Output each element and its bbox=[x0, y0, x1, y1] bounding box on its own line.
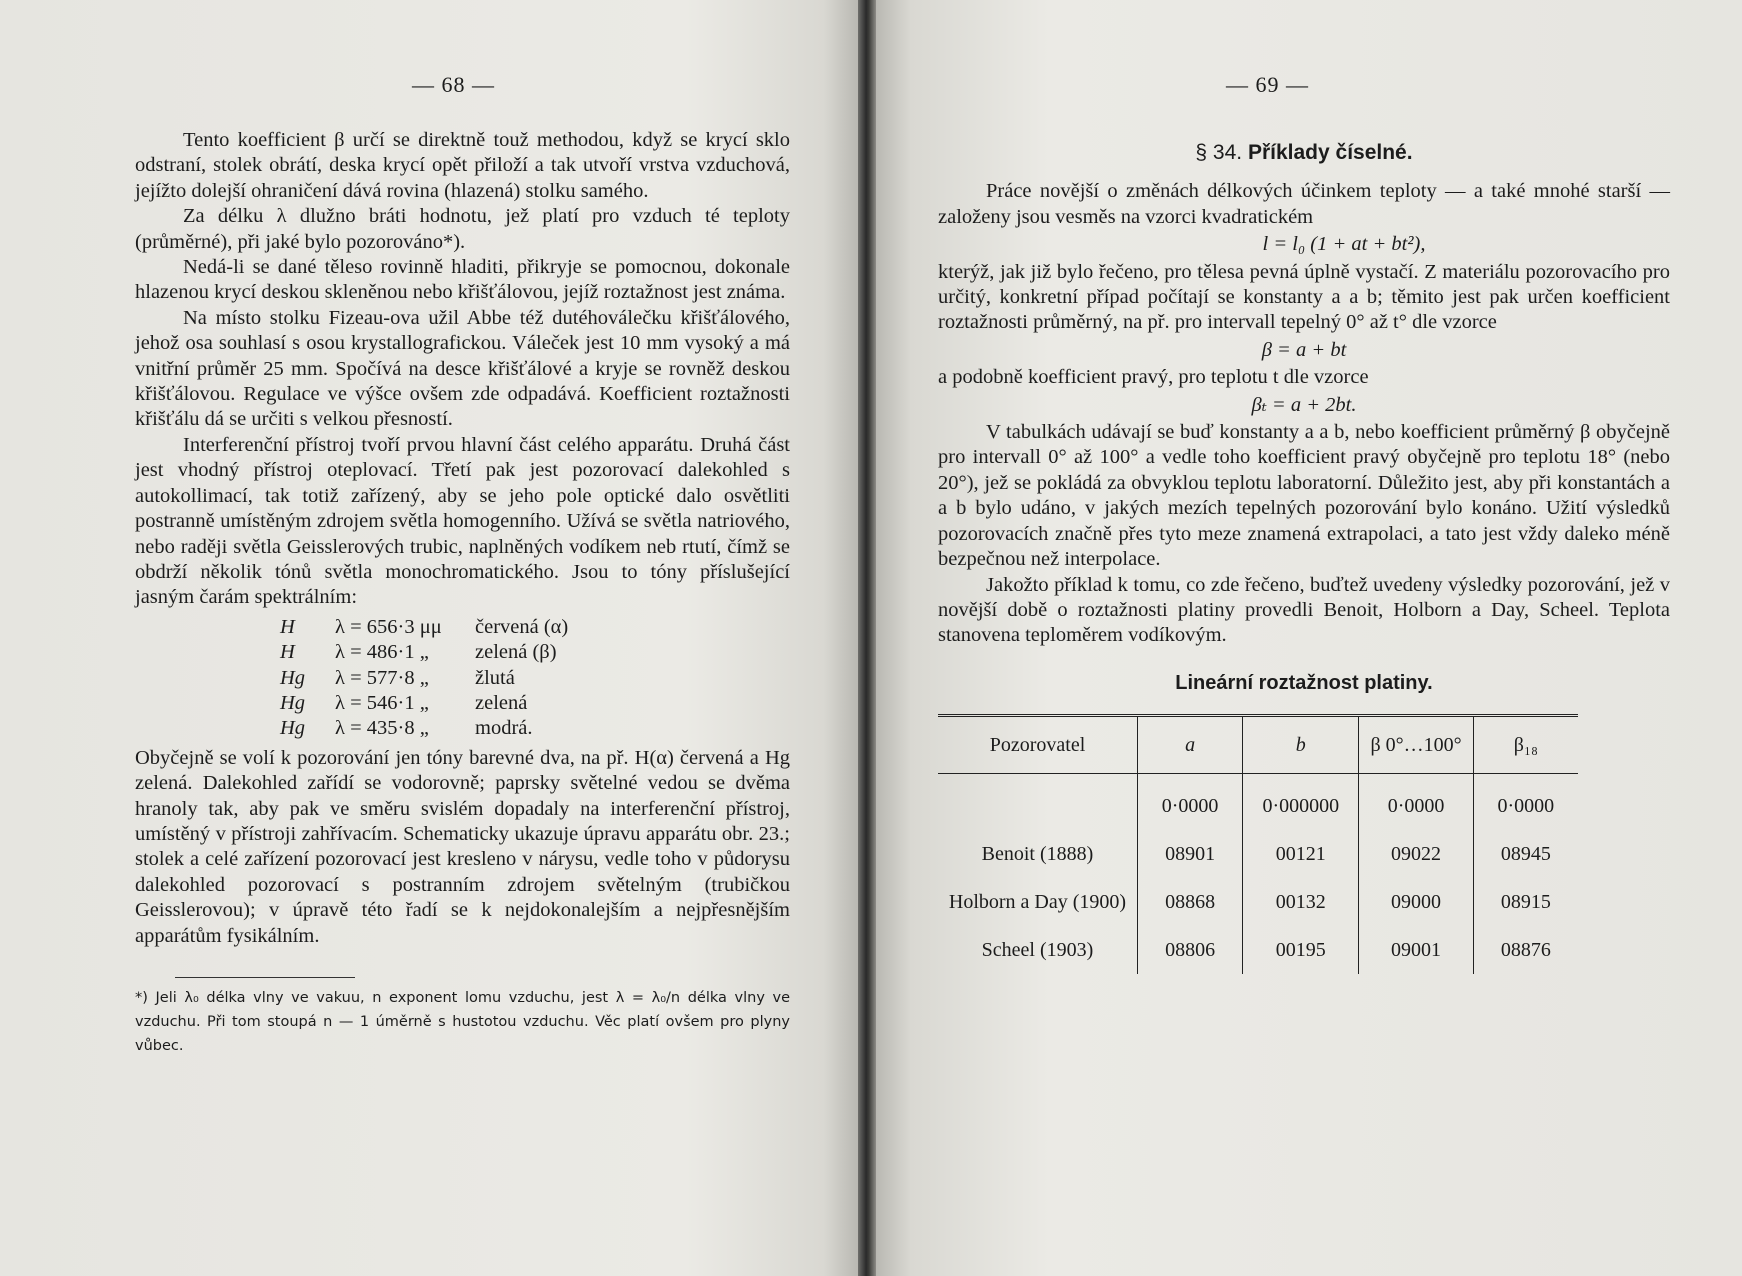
table-cell: 0·0000 bbox=[1359, 774, 1473, 831]
wavelength: λ = 656·3 μμ bbox=[335, 615, 442, 638]
paragraph: Na místo stolku Fizeau-ova užil Abbe též dutéhoválečku křišťálového, jehož osa souhlasí s osou krystallografickou. Váleček jest 10 mm vysoký a má vnitřní průměr 25 mm. Spočívá na desce křišťálové a kryje se rovněž deskou křišťálovou. Regulace ve výšce ovšem zde odpadává. Koefficient roztažnosti křišťálu dá se určiti s velkou přesností. bbox=[135, 306, 790, 431]
spectral-line bbox=[280, 640, 578, 665]
table-cell: 08915 bbox=[1473, 878, 1578, 926]
table-row bbox=[938, 926, 1578, 974]
line-color: červená (α) bbox=[475, 615, 569, 638]
left-page-text bbox=[135, 128, 790, 1058]
section-number: § 34. bbox=[1195, 141, 1243, 164]
table-cell: 08806 bbox=[1137, 926, 1242, 974]
table-cell: 09001 bbox=[1359, 926, 1473, 974]
wavelength: λ = 486·1 „ bbox=[335, 641, 429, 664]
table-cell: 08901 bbox=[1137, 830, 1242, 878]
table-cell bbox=[938, 774, 1137, 831]
table-cell: 09000 bbox=[1359, 878, 1473, 926]
formula: l = l₀ (1 + at + bt²), bbox=[1262, 233, 1426, 256]
paragraph: Nedá-li se dané těleso rovinně hladiti, přikryje se pomocnou, dokonale hlazenou krycí deskou skleněnou nebo křišťálovou, jejíž roztažnost jest známa. bbox=[135, 256, 790, 304]
spectral-line bbox=[280, 716, 578, 741]
table-cell: Scheel (1903) bbox=[981, 939, 1094, 962]
right-page bbox=[876, 0, 1742, 1276]
wavelength: λ = 546·1 „ bbox=[335, 691, 429, 714]
table-cell: Holborn a Day (1900) bbox=[948, 891, 1127, 914]
section-title: Příklady číselné. bbox=[1247, 141, 1413, 164]
table-cell: 00195 bbox=[1243, 926, 1359, 974]
line-color: zelená (β) bbox=[475, 641, 557, 664]
table-caption: Lineární roztažnost platiny. bbox=[1175, 671, 1433, 694]
spectral-lines-list bbox=[280, 615, 578, 742]
section-heading bbox=[938, 140, 1670, 165]
table-cell: 0·0000 bbox=[1137, 774, 1242, 831]
header-cell: a bbox=[1137, 716, 1242, 774]
table-cell: 00132 bbox=[1243, 878, 1359, 926]
header-cell: β 0°…100° bbox=[1359, 716, 1473, 774]
table-cell: 08876 bbox=[1473, 926, 1578, 974]
right-page-text bbox=[938, 140, 1670, 974]
table-row bbox=[938, 830, 1578, 878]
table-row bbox=[938, 774, 1578, 831]
element-symbol: Hg bbox=[280, 691, 306, 714]
table-cell: 0·000000 bbox=[1243, 774, 1359, 831]
table-cell: 09022 bbox=[1359, 830, 1473, 878]
element-symbol: H bbox=[280, 615, 295, 638]
table-cell: Benoit (1888) bbox=[981, 843, 1094, 866]
header-cell: Pozorovatel bbox=[989, 734, 1086, 757]
header-cell: b bbox=[1243, 716, 1359, 774]
table-cell: 08945 bbox=[1473, 830, 1578, 878]
line-color: zelená bbox=[475, 691, 528, 714]
table-cell: 08868 bbox=[1137, 878, 1242, 926]
paragraph: Práce novější o změnách délkových účinkem teploty — a také mnohé starší — založeny jsou vesměs na vzorci kvadratickém bbox=[938, 180, 1670, 228]
wavelength: λ = 577·8 „ bbox=[335, 666, 429, 689]
element-symbol: Hg bbox=[280, 666, 306, 689]
formula: β = a + bt bbox=[1261, 338, 1347, 361]
paragraph: V tabulkách udávají se buď konstanty a a b, nebo koefficient průměrný β obyčejně pro intervall 0° až 100° a vedle toho koefficient pravý obyčejně pro teplotu 18° (nebo 20°), jež se pokládá za obvyklou teplotu laboratorní. Důležito jest, aby při konstantách a a b bylo udáno, v jakých mezích tepelných pozorování bylo konáno. Užití výsledků pozorovacích značně přes tyto meze znamená extrapolaci, a tato jest vždy daleko méně bezpečnou než interpolace. bbox=[938, 421, 1670, 571]
line-color: žlutá bbox=[475, 666, 515, 689]
paragraph: Jakožto příklad k tomu, co zde řečeno, buďtež uvedeny výsledky pozorování, jež v novější době o roztažnosti platiny provedli Benoit, Holborn a Day, Scheel. Teplota stanovena teploměrem vodíkovým. bbox=[938, 573, 1670, 647]
paragraph: Obyčejně se volí k pozorování jen tóny barevné dva, na př. H(α) červená a Hg zelená. Dalekohled zařídí se vodorovně; paprsky světelné vedou se dvěma hranoly tak, aby pak ve směru svislém dopadaly na interferenční přístroj, umístěný v přístroji zahřívacím. Schematicky ukazuje úpravu apparátu obr. 23.; stolek a celé zařízení pozorovací jest kresleno v nárysu, vedle toho v půdorysu dalekohled pozorovací s postranním zdrojem světelným (trubičkou Geisslerovou); v úpravě této řadí se k nejdokonalejším a nejpřesnějším apparátům fysikálním. bbox=[135, 746, 790, 947]
formula: βₜ = a + 2bt. bbox=[1251, 393, 1357, 416]
table-row bbox=[938, 878, 1578, 926]
paragraph: Tento koefficient β určí se direktně touž methodou, když se krycí sklo odstraní, stolek obrátí, deska krycí opět přiloží a tak utvoří vrstva vzduchová, jejížto dolejší ohraničení dává rovina (hlazená) stolku samého. bbox=[135, 129, 790, 202]
left-page bbox=[0, 0, 858, 1276]
spectral-line bbox=[280, 691, 578, 716]
expansion-table bbox=[938, 714, 1578, 974]
footnote-rule bbox=[175, 977, 355, 978]
spectral-line bbox=[280, 615, 578, 640]
element-symbol: Hg bbox=[280, 717, 306, 740]
table-cell: 00121 bbox=[1243, 830, 1359, 878]
paragraph: Interferenční přístroj tvoří prvou hlavní část celého apparátu. Druhá část jest vhodný přístroj oteplovací. Třetí pak jest pozorovací dalekohled s autokollimací, tak totiž zařízený, aby se jeho pole optické dalo osvětliti postranně umístěným zdrojem světla homogenního. Užívá se světla natriového, nebo raději světla Geisslerových trubic, naplněných vodíkem neb rtutí, čímž se obdrží několik tónů světla monochromatického. Jsou to tóny příslušející jasným čarám spektrálním: bbox=[135, 433, 790, 609]
footnote: *) Jeli λ₀ délka vlny ve vakuu, n exponent lomu vzduchu, jest λ = λ₀/n délka vlny ve vzduchu. Při tom stoupá n — 1 úměrně s hustotou vzduchu. Věc platí ovšem pro plyny vůbec. bbox=[135, 990, 790, 1054]
book-gutter bbox=[858, 0, 876, 1276]
table-header-row bbox=[938, 716, 1578, 774]
spectral-line bbox=[280, 666, 578, 691]
paragraph: a podobně koefficient pravý, pro teplotu t dle vzorce bbox=[938, 366, 1369, 389]
page-number-left: — 68 — bbox=[412, 72, 495, 97]
wavelength: λ = 435·8 „ bbox=[335, 717, 429, 740]
line-color: modrá. bbox=[475, 717, 533, 740]
element-symbol: H bbox=[280, 641, 295, 664]
paragraph: kterýž, jak již bylo řečeno, pro tělesa pevná úplně vystačí. Z materiálu pozorovacího pro určitý, konkretní případ počítají se konstanty a a b; těmito jest pak určen koefficient roztažnosti průměrný, na př. pro intervall tepelný 0° až t° dle vzorce bbox=[938, 260, 1670, 334]
paragraph: Za délku λ dlužno bráti hodnotu, jež platí pro vzduch té teploty (průměrné), při jaké bylo pozorováno*). bbox=[135, 205, 790, 253]
page-number-right: — 69 — bbox=[1226, 72, 1309, 97]
header-cell: β₁₈ bbox=[1473, 716, 1578, 774]
table-cell: 0·0000 bbox=[1473, 774, 1578, 831]
